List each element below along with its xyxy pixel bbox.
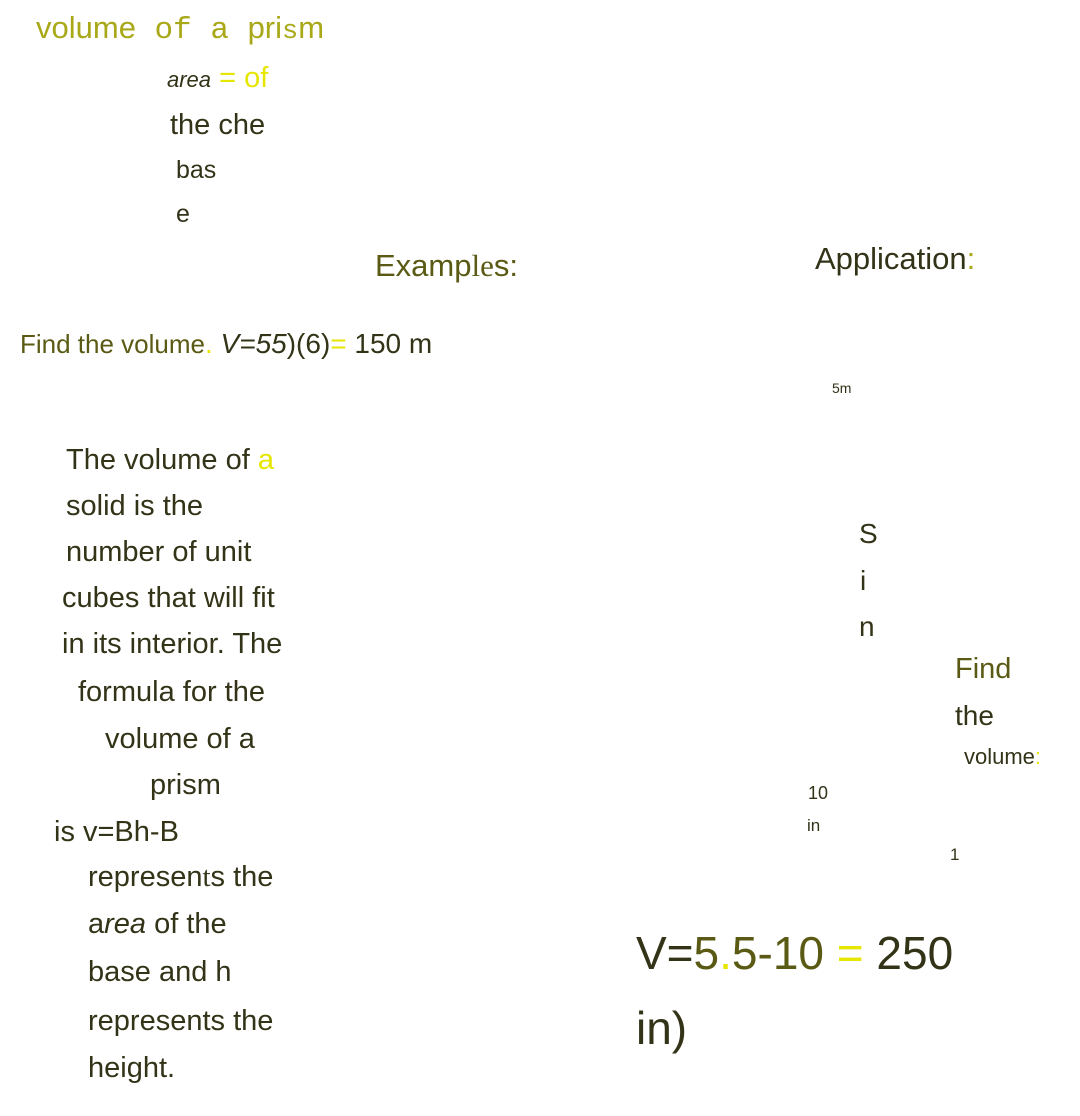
page-title [36, 12, 324, 46]
answer-unit: in) [636, 1002, 688, 1054]
definition-line-4: e [176, 200, 190, 228]
find-volume-equals: = [330, 328, 347, 359]
find-volume-text: Find the volume [20, 329, 205, 359]
paragraph-line-12: base and h [88, 956, 232, 988]
title-part-volume: volume [36, 10, 136, 45]
paragraph-line-14: height. [88, 1052, 176, 1084]
paragraph-line-10 [88, 863, 273, 892]
application-heading-colon: : [966, 241, 976, 276]
figure-label-n: n [859, 611, 875, 642]
paragraph-line-9: is v=Bh-B [54, 816, 179, 848]
answer-v: V= [636, 927, 694, 979]
paragraph-line-2: solid is the [66, 490, 204, 522]
examples-heading-b: le [471, 248, 494, 283]
figure-label-5m: 5m [832, 380, 852, 396]
title-part-of-a: of a [135, 13, 248, 48]
title-part-m: m [298, 10, 325, 45]
paragraph-line-8: prism [150, 769, 221, 801]
find-volume-line [20, 330, 432, 358]
find-volume-formula: V=55 [212, 328, 287, 359]
find-volume-dot: . [204, 328, 213, 359]
paragraph-line-1b: a [257, 444, 274, 476]
figure-label-volume-colon: : [1034, 744, 1042, 769]
paragraph-line-11b: rea [104, 908, 147, 940]
figure-label-10: 10 [808, 783, 829, 803]
paragraph-line-3: number of unit [66, 536, 252, 568]
figure-label-s: S [859, 518, 878, 549]
answer-five: 5 [693, 927, 720, 979]
title-part-pri: pri [247, 10, 283, 45]
answer-formula [636, 927, 954, 979]
answer-result: 250 [863, 927, 954, 979]
examples-heading [375, 250, 518, 281]
definition-area-word: area [167, 67, 212, 92]
paragraph-line-13: represents the [88, 1005, 274, 1037]
figure-label-i: i [860, 565, 867, 596]
paragraph-line-11c: of the [146, 908, 227, 940]
definition-line-2: the che [170, 109, 266, 141]
paragraph-line-5: in its interior. The [62, 628, 283, 660]
paragraph-line-11 [88, 910, 227, 939]
paragraph-line-1a: The volume of [66, 444, 258, 476]
definition-equals-of: = of [211, 62, 269, 94]
answer-rest: 5-10 [731, 927, 837, 979]
examples-heading-a: Examp [375, 248, 472, 283]
find-volume-result: 150 m [346, 328, 433, 359]
figure-label-1: 1 [950, 845, 960, 864]
paragraph-line-10c: s the [210, 861, 274, 893]
figure-label-volume: volume [964, 744, 1035, 769]
figure-label-in: in [807, 816, 821, 835]
paragraph-line-10a: represen [88, 861, 203, 893]
paragraph-line-11a: a [88, 908, 105, 940]
title-part-s: s [282, 17, 299, 47]
paragraph-line-10b: t [202, 861, 211, 893]
answer-equals: = [836, 927, 864, 979]
find-volume-rest: )(6) [286, 328, 331, 359]
paragraph-line-7: volume of a [105, 723, 255, 755]
paragraph-line-6: formula for the [78, 676, 265, 708]
figure-label-the: the [955, 700, 994, 731]
figure-label-volume-line [964, 746, 1041, 768]
paragraph-line-1 [66, 446, 274, 475]
answer-dot: . [719, 927, 732, 979]
paragraph-line-4: cubes that will fit [62, 582, 275, 614]
figure-label-find: Find [955, 653, 1012, 685]
definition-line-area [167, 64, 268, 93]
examples-heading-c: s: [493, 248, 518, 283]
application-heading-label: Application [815, 241, 967, 276]
application-heading [815, 243, 975, 274]
definition-line-3: bas [176, 156, 217, 184]
